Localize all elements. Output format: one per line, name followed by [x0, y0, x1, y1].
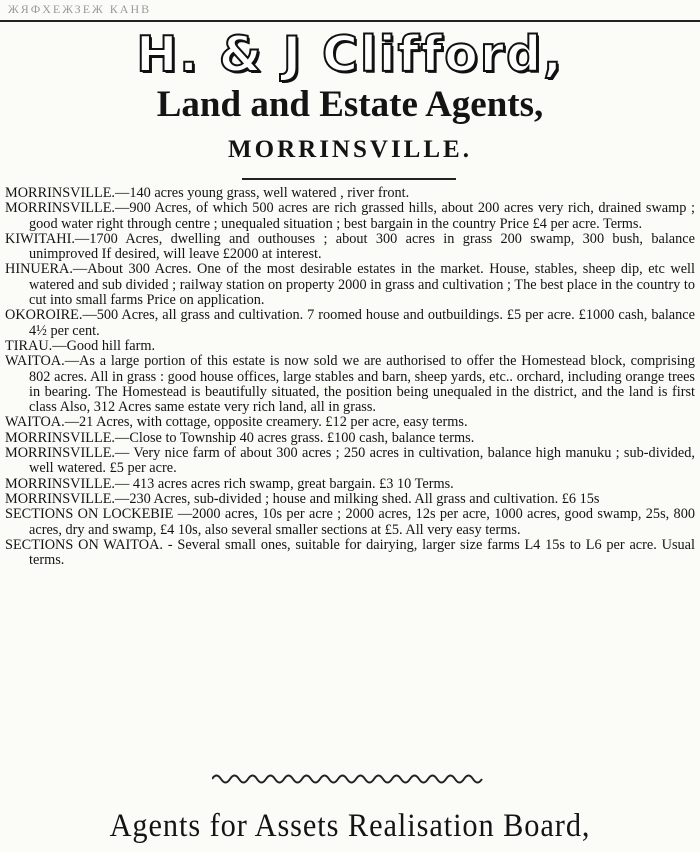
wavy-divider	[212, 772, 488, 786]
listing	[5, 339, 695, 354]
listing	[5, 308, 695, 339]
listing-text: —230 Acres, sub-divided ; house and milking shed. All grass and cultivation. £6 15s	[115, 490, 600, 507]
listing	[5, 477, 695, 492]
listing-place: MORRINSVILLE.	[5, 200, 116, 217]
listing-place: OKOROIRE.	[5, 307, 83, 324]
listing-text: —Good hill farm.	[52, 337, 156, 354]
listing	[5, 446, 695, 477]
listing	[5, 507, 695, 538]
listing-text: —1700 Acres, dwelling and outhouses ; about 300 acres in grass 200 swamp, 300 bush, balance unimproved If desired, will leave £2000 at interest.	[29, 230, 695, 263]
listing-place: HINUERA.	[5, 261, 73, 278]
listing-text: —As a large portion of this estate is now sold we are authorised to offer the Homestead block, comprising 802 acres. All in grass : good house offices, large stables and barn, sheep yards, etc.. orchard, including orange trees in bearing. The Homestead is beautifully situated, the position being unequaled in the district, and the land is first class Also, 312 Acres same estate very rich land, all in grass.	[29, 353, 695, 416]
listing-place: MORRINSVILLE.	[5, 429, 116, 446]
torn-header-fragment: ЖЯФХЕЖЗЕЖ КАНВ	[8, 2, 152, 16]
listing	[5, 538, 695, 569]
listing	[5, 354, 695, 415]
listing-place: KIWITAHI.	[5, 230, 75, 247]
listing-place: SECTIONS ON WAITOA.	[5, 536, 164, 553]
footer-heading: Agents for Assets Realisation Board,	[109, 808, 591, 844]
town-heading: MORRINSVILLE.	[228, 136, 472, 163]
listing-place: MORRINSVILLE.	[5, 475, 116, 492]
listing-place: MORRINSVILLE.	[5, 185, 116, 201]
listing-text: - Several small ones, suitable for dairying, larger size farms L4 15s to L6 per acre. Usual terms.	[29, 536, 695, 569]
listing	[5, 492, 695, 507]
subtitle: Land and Estate Agents,	[156, 84, 544, 125]
listing	[5, 262, 695, 308]
listing-place: MORRINSVILLE.	[5, 445, 116, 462]
listing	[5, 415, 695, 430]
firm-name: H. & J Clifford,	[136, 26, 564, 83]
listing-text: —Close to Township 40 acres grass. £100 cash, balance terms.	[115, 429, 475, 446]
heading-rule	[242, 178, 456, 180]
listing-text: — 413 acres acres rich swamp, great bargain. £3 10 Terms.	[115, 475, 454, 492]
listing	[5, 232, 695, 263]
listing-text: —140 acres young grass, well watered , river front.	[115, 185, 410, 201]
listing-text: —500 Acres, all grass and cultivation. 7 roomed house and outbuildings. £5 per acre. £1000 cash, balance 4½ per cent.	[29, 307, 695, 339]
listing-place: SECTIONS ON LOCKEBIE	[5, 506, 174, 523]
listing-text: —21 Acres, with cottage, opposite creamery. £12 per acre, easy terms.	[64, 414, 468, 431]
listing	[5, 186, 695, 201]
listing-place: MORRINSVILLE.	[5, 490, 116, 507]
listing	[5, 201, 695, 232]
top-rule	[0, 20, 700, 22]
listing-place: TIRAU.	[5, 337, 53, 354]
listing-text: —2000 acres, 10s per acre ; 2000 acres, 12s per acre, 1000 acres, good swamp, 25s, 800 acres, dry and swamp, £4 10s, also several smaller sections at £5. All very easy terms.	[29, 506, 696, 538]
listing-text: —900 Acres, of which 500 acres are rich grassed hills, about 200 acres very rich, drained swamp ; good water right through centre ; unequaled situation ; best bargain in the country Price £4 per acre. Terms.	[29, 200, 695, 232]
listing-place: WAITOA.	[5, 414, 65, 431]
listing-text: —About 300 Acres. One of the most desirable estates in the market. House, stables, sheep dip, etc well watered and sub divided ; railway station on property 2000 in grass and cultivation ; The best place in the country to cut into small farms Price on application.	[29, 261, 695, 309]
listing-text: — Very nice farm of about 300 acres ; 250 acres in cultivation, balance high manuku ; sub-divided, well watered. £5 per acre.	[29, 445, 695, 477]
listing	[5, 431, 695, 446]
listing-place: WAITOA.	[5, 353, 65, 370]
listings	[5, 186, 695, 568]
